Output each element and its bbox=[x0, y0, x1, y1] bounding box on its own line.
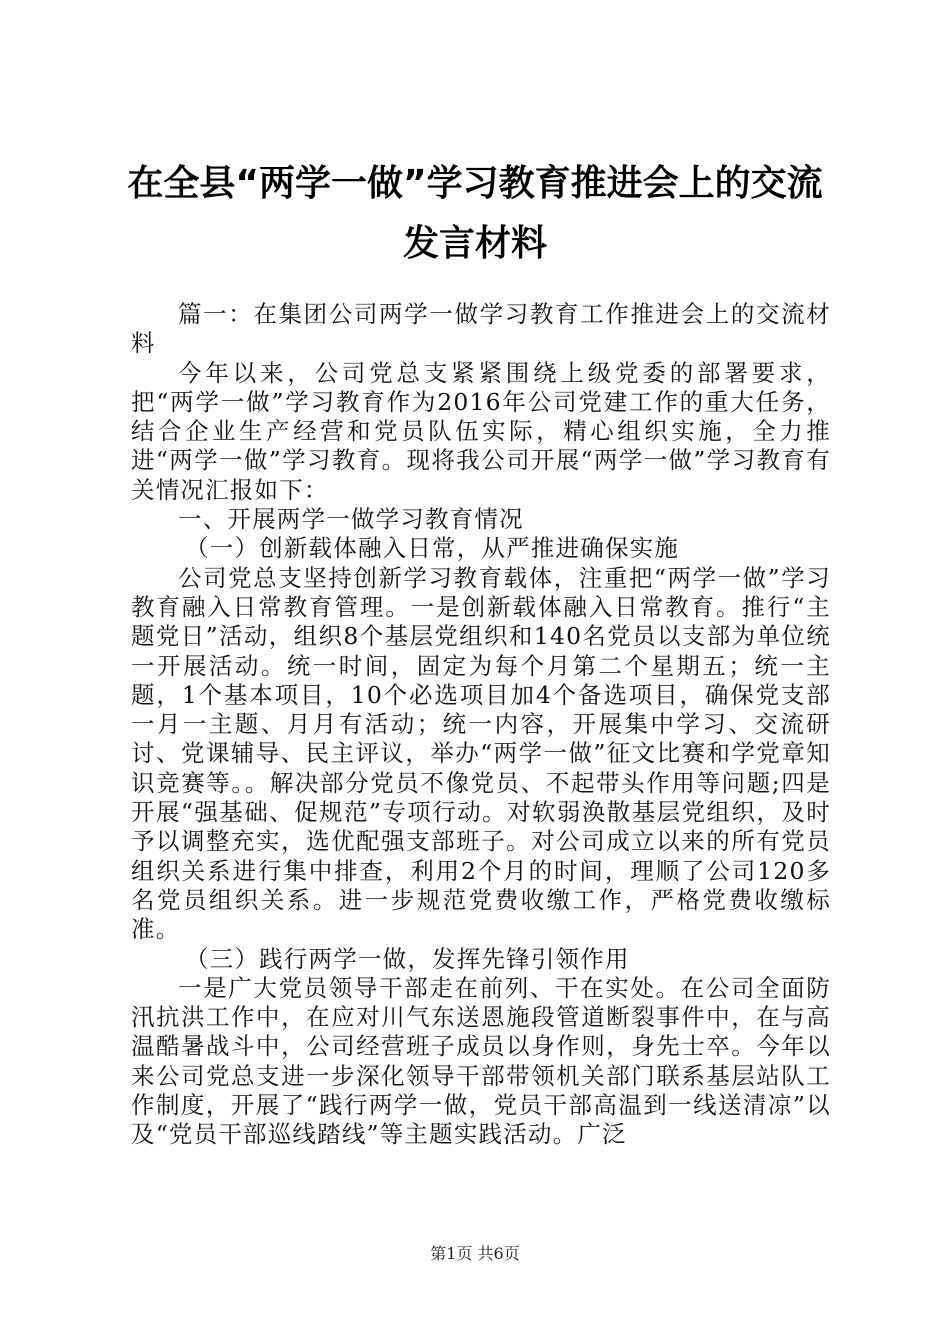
document-title-line2: 发言材料 bbox=[402, 223, 547, 264]
body-paragraph: 一是广大党员领导干部走在前列、干在实处。在公司全面防汛抗洪工作中，在应对川气东送恩施段管道断裂事件中，在与高温酷暑战斗中，公司经营班子成员以身作则，身先士卒。今年以来公司党总支进一步深化领导干部带领机关部门联系基层站队工作制度，开展了“践行两学一做，党员干部高温到一线送清凉”以及“党员干部巡线踏线”等主题实践活动。广泛 bbox=[131, 973, 831, 1149]
subsection-heading: （一）创新载体融入日常，从严推进确保实施 bbox=[185, 534, 680, 563]
body-paragraph: 公司党总支坚持创新学习教育载体，注重把“两学一做”学习教育融入日常教育管理。一是创新载体融入日常教育。推行“主题党日”活动，组织8个基层党组织和140名党员以支部为单位统一开展活动。统一时间，固定为每个月第二个星期五；统一主题，1个基本项目，10个必选项目加4个备选项目，确保党支部一月一主题、月月有活动；统一内容，开展集中学习、交流研讨、党课辅导、民主评议，举办“两学一做”征文比赛和学党章知识竞赛等。。解决部分党员不像党员、不起带头作用等问题;四是开展“强基础、促规范”专项行动。对软弱涣散基层党组织，及时予以调整充实，选优配强支部班子。对公司成立以来的所有党员组织关系进行集中排查，利用2个月的时间，理顺了公司120多名党员组织关系。进一步规范党费收缴工作，严格党费收缴标准。 bbox=[131, 563, 831, 944]
document-body bbox=[131, 300, 831, 1150]
section-heading: 一、开展两学一做学习教育情况 bbox=[178, 505, 524, 534]
page-footer: 第1页 共6页 bbox=[430, 1244, 520, 1263]
document-title-line1: 在全县“两学一做”学习教育推进会上的交流 bbox=[127, 163, 823, 204]
body-paragraph: 今年以来，公司党总支紧紧围绕上级党委的部署要求，把“两学一做”学习教育作为2016年公司党建工作的重大任务，结合企业生产经营和党员队伍实际，精心组织实施，全力推进“两学一做”学习教育。现将我公司开展“两学一做”学习教育有关情况汇报如下： bbox=[131, 358, 831, 504]
article-heading: 篇一：在集团公司两学一做学习教育工作推进会上的交流材料 bbox=[131, 300, 831, 358]
subsection-heading: （三）践行两学一做，发挥先锋引领作用 bbox=[185, 944, 630, 973]
